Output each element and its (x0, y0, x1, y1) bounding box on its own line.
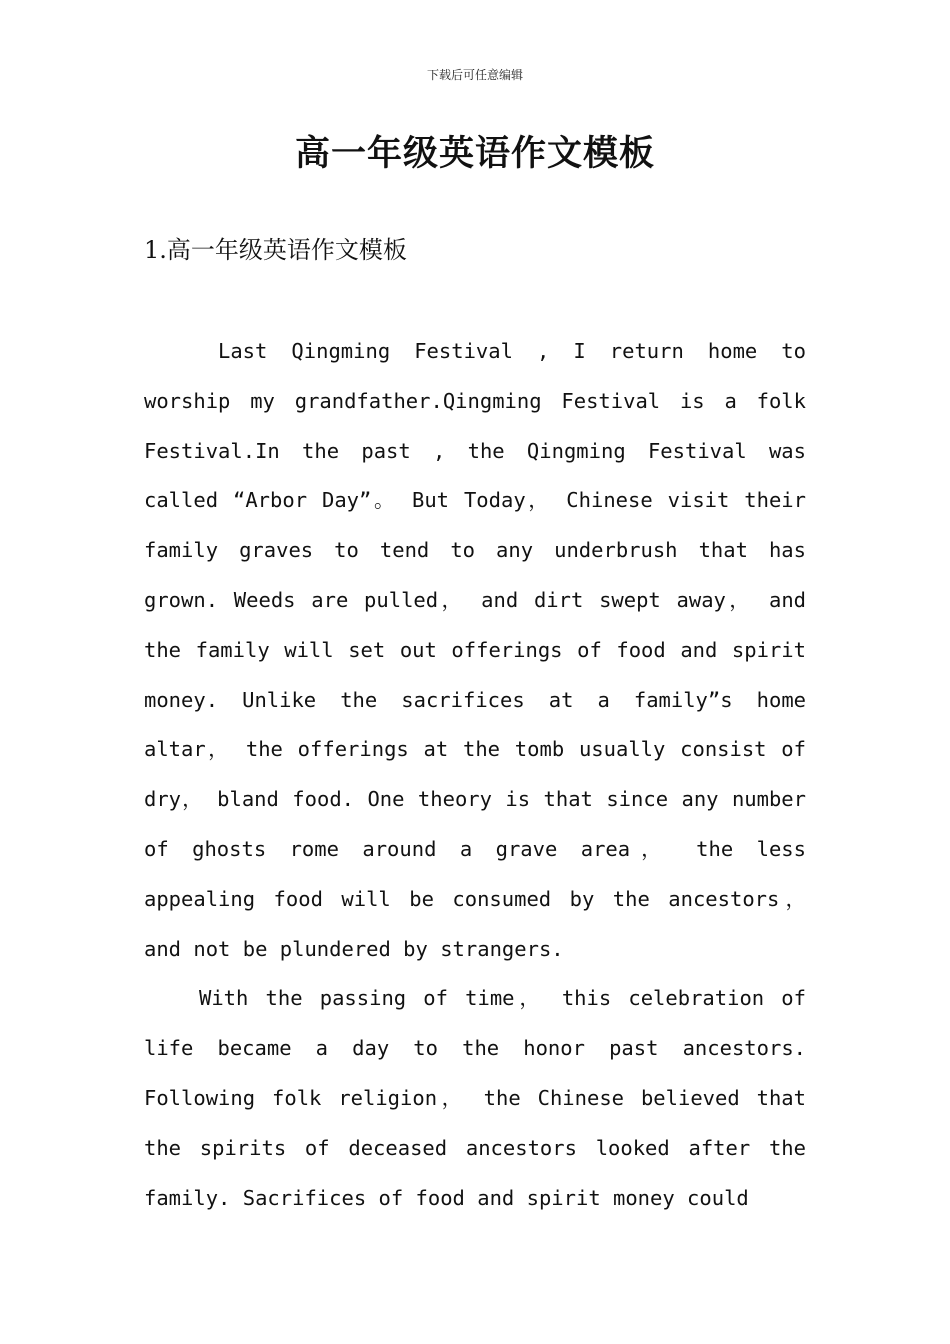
section-heading: 1.高一年级英语作文模板 (144, 236, 407, 264)
essay-body (144, 327, 806, 1223)
document-title: 高一年级英语作文模板 (294, 134, 655, 174)
essay-paragraph-2: With the passing of time， this celebration of life became a day to the honor past ancestors. Following folk religion， the Chinese believed that the spirits of deceased ancestors looked after the family. Sacrifices of food and spirit money could (144, 986, 806, 1210)
essay-paragraph-1: Last Qingming Festival , I return home to worship my grandfather.Qingming Festival is a folk Festival.In the past , the Qingming Festival was called “Arbor Day”。 But Today， Chinese visit their family graves to tend to any underbrush that has grown. Weeds are pulled， and dirt swept away， and the family will set out offerings of food and spirit money. Unlike the sacrifices at a family”s home altar， the offerings at the tomb usually consist of dry， bland food. One theory is that since any number of ghosts rome around a grave area， the less appealing food will be consumed by the ancestors， and not be plundered by strangers. (144, 339, 806, 961)
header-note: 下载后可任意编辑 (426, 68, 523, 82)
